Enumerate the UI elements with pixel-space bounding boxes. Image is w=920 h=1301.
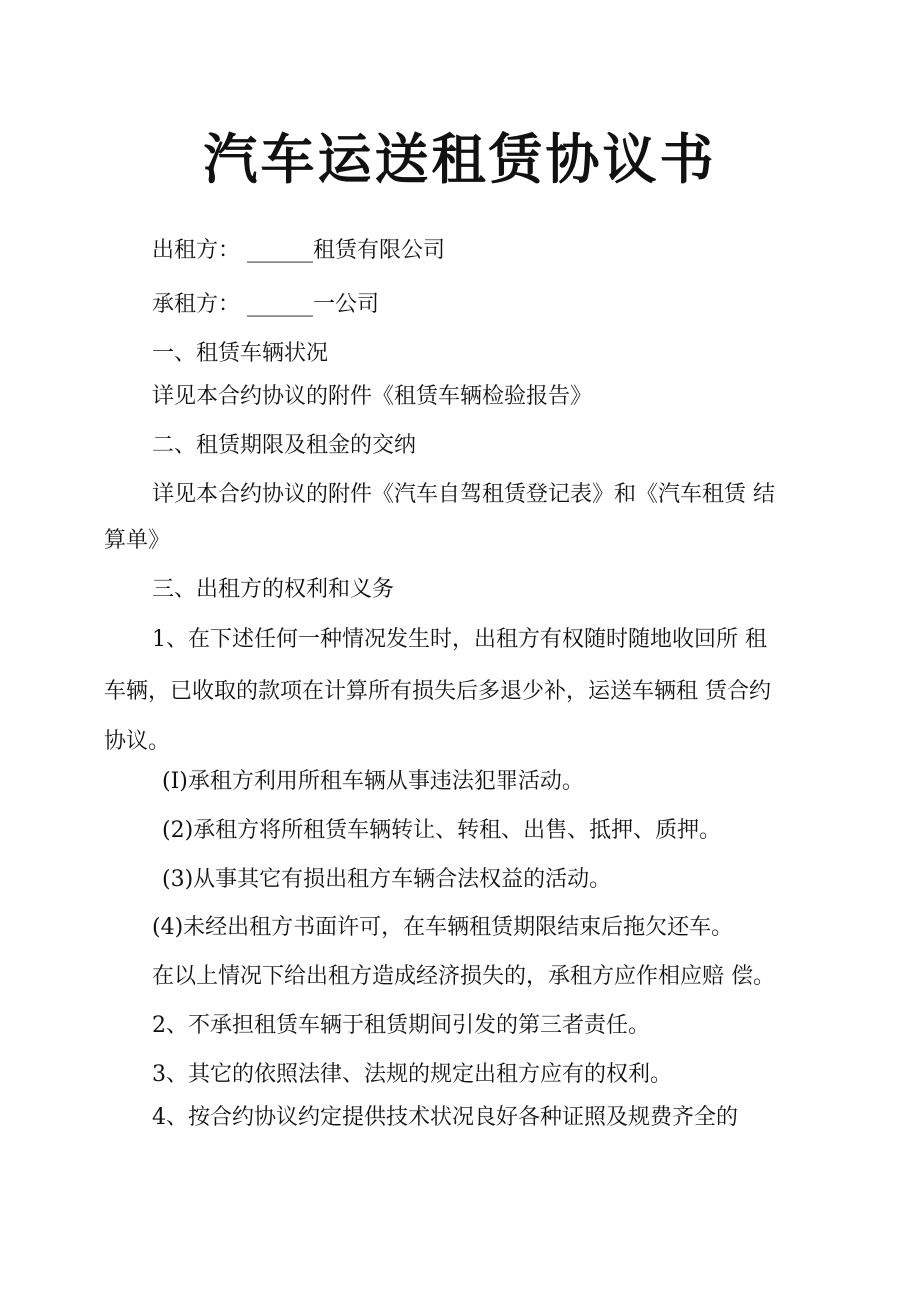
lessor-line: 出租方： ______租赁有限公司 [152,238,445,263]
section-1-heading: 一、租赁车辆状况 [152,341,329,366]
item-2: 2、不承担租赁车辆于租赁期间引发的第三者责任。 [152,1013,650,1038]
section-2-heading: 二、租赁期限及租金的交纳 [152,433,417,458]
compensation-clause: 在以上情况下给出租方造成经济损失的，承租方应作相应赔 偿。 [152,964,775,989]
item-1-line-2: 车辆，已收取的款项在计算所有损失后多退少补，运送车辆租 赁合约 [104,679,771,704]
document-title: 汽车运送租赁协议书 [203,128,717,191]
item-1-line-1: 1、在下述任何一种情况发生时，出租方有权随时随地收回所 租 [152,627,767,652]
section-1-text: 详见本合约协议的附件《租赁车辆检验报告》 [152,384,593,409]
lessee-line: 承租方： ______一公司 [152,292,379,317]
item-4: 4、按合约协议约定提供技术状况良好各种证照及规费齐全的 [152,1105,738,1130]
item-1-paragraph [104,625,814,757]
sub-item-2: (2)承租方将所租赁车辆转让、转租、出售、抵押、质押。 [162,818,722,843]
sub-item-4: (4)未经出租方书面许可，在车辆租赁期限结束后拖欠还车。 [152,915,734,940]
section-3-heading: 三、出租方的权利和义务 [152,577,395,602]
item-1-line-3: 协议。 [104,729,171,754]
sub-item-3: (3)从事其它有损出租方车辆合法权益的活动。 [162,867,612,892]
section-2-text [104,480,814,556]
item-3: 3、其它的依照法律、法规的规定出租方应有的权利。 [152,1062,672,1087]
section-2-text-line-2: 算单》 [104,528,171,553]
sub-item-1: (I)承租方利用所租车辆从事违法犯罪活动。 [162,769,584,794]
section-2-text-line-1: 详见本合约协议的附件《汽车自驾租赁登记表》和《汽车租赁 结 [152,482,775,507]
